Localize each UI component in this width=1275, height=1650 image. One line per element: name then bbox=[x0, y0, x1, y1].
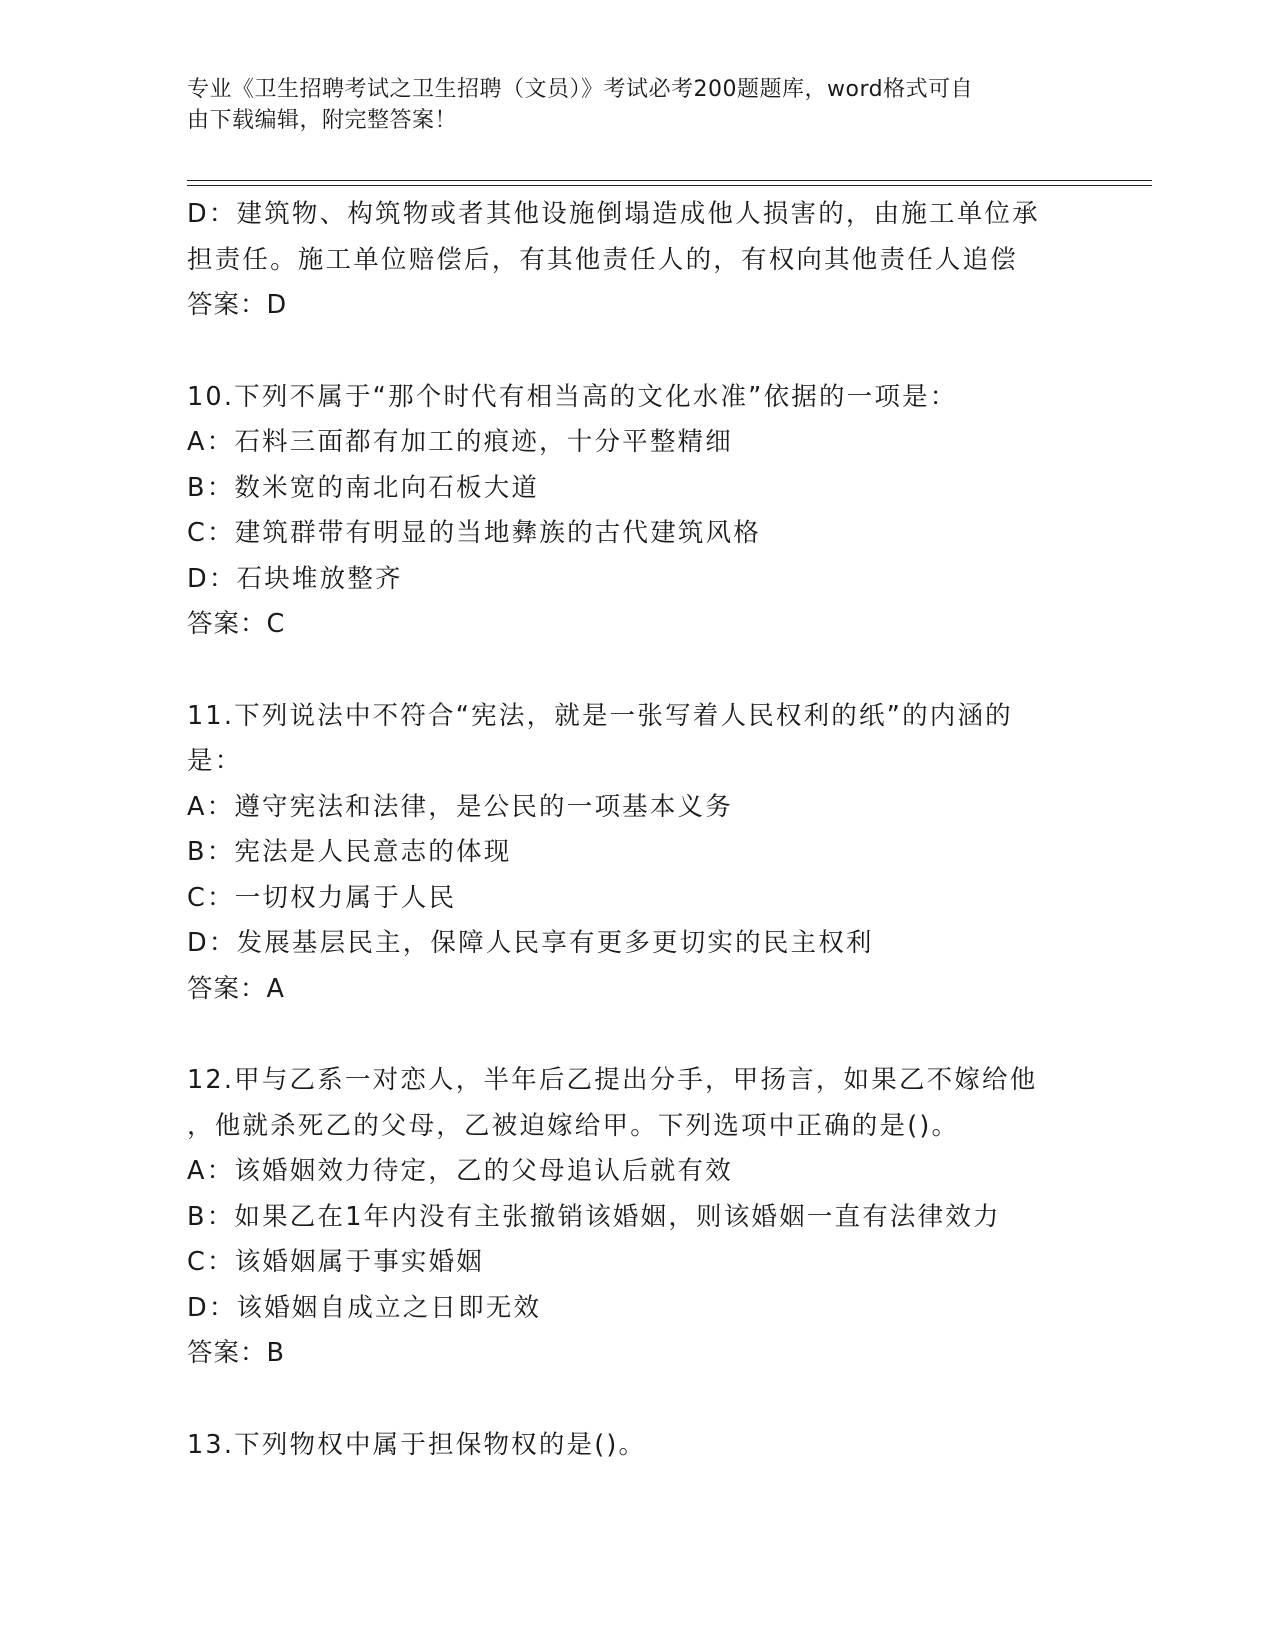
question-12 bbox=[187, 1058, 1087, 1377]
header-line-1: 专业《卫生招聘考试之卫生招聘（文员）》考试必考200题题库，word格式可自 bbox=[187, 77, 974, 102]
q10-option-d: D：石块堆放整齐 bbox=[187, 563, 403, 594]
question-11 bbox=[187, 694, 1087, 1013]
q11-option-c: C：一切权力属于人民 bbox=[187, 882, 457, 913]
spacer bbox=[187, 1377, 1087, 1423]
q10-option-c: C：建筑群带有明显的当地彝族的古代建筑风格 bbox=[187, 518, 762, 548]
question-13 bbox=[187, 1423, 1087, 1469]
q12-text-line-2: ，他就杀死乙的父母，乙被迫嫁给甲。下列选项中正确的是()。 bbox=[187, 1110, 960, 1141]
q12-answer: 答案：B bbox=[187, 1338, 285, 1368]
q12-option-b: B：如果乙在1年内没有主张撤销该婚姻，则该婚姻一直有法律效力 bbox=[187, 1201, 1001, 1232]
header-divider-bottom bbox=[187, 185, 1152, 186]
q9-option-d-line-1: D：建筑物、构筑物或者其他设施倒塌造成他人损害的，由施工单位承 bbox=[187, 199, 1040, 229]
q11-option-b: B：宪法是人民意志的体现 bbox=[187, 837, 512, 867]
question-9-tail bbox=[187, 192, 1087, 329]
q10-option-b: B：数米宽的南北向石板大道 bbox=[187, 472, 540, 503]
q11-option-d: D：发展基层民主，保障人民享有更多更切实的民主权利 bbox=[187, 928, 874, 958]
q11-answer: 答案：A bbox=[187, 973, 285, 1004]
header-line-2: 由下载编辑，附完整答案！ bbox=[187, 108, 458, 133]
q10-option-a: A：石料三面都有加工的痕迹，十分平整精细 bbox=[187, 427, 733, 457]
question-list bbox=[187, 192, 1087, 1468]
q12-option-a: A：该婚姻效力待定，乙的父母追认后就有效 bbox=[187, 1156, 733, 1186]
q13-text: 13.下列物权中属于担保物权的是()。 bbox=[187, 1429, 647, 1460]
spacer bbox=[187, 329, 1087, 375]
q12-option-c: C：该婚姻属于事实婚姻 bbox=[187, 1247, 485, 1277]
header-divider-top bbox=[187, 180, 1152, 181]
question-10 bbox=[187, 375, 1087, 648]
spacer bbox=[187, 648, 1087, 694]
q9-option-d-line-2: 担责任。施工单位赔偿后，有其他责任人的，有权向其他责任人追偿 bbox=[187, 244, 1019, 275]
q12-text-line-1: 12.甲与乙系一对恋人，半年后乙提出分手，甲扬言，如果乙不嫁给他 bbox=[187, 1065, 1038, 1095]
document-header bbox=[187, 74, 1067, 136]
q12-option-d: D：该婚姻自成立之日即无效 bbox=[187, 1292, 542, 1323]
q11-text-line-2: 是： bbox=[187, 746, 243, 776]
spacer bbox=[187, 1012, 1087, 1058]
q10-answer: 答案：C bbox=[187, 609, 286, 639]
q10-text: 10.下列不属于“那个时代有相当高的文化水准”依据的一项是： bbox=[187, 381, 958, 412]
q11-option-a: A：遵守宪法和法律，是公民的一项基本义务 bbox=[187, 791, 733, 822]
q9-answer: 答案：D bbox=[187, 290, 288, 320]
q11-text-line-1: 11.下列说法中不符合“宪法，就是一张写着人民权利的纸”的内涵的 bbox=[187, 700, 1013, 731]
